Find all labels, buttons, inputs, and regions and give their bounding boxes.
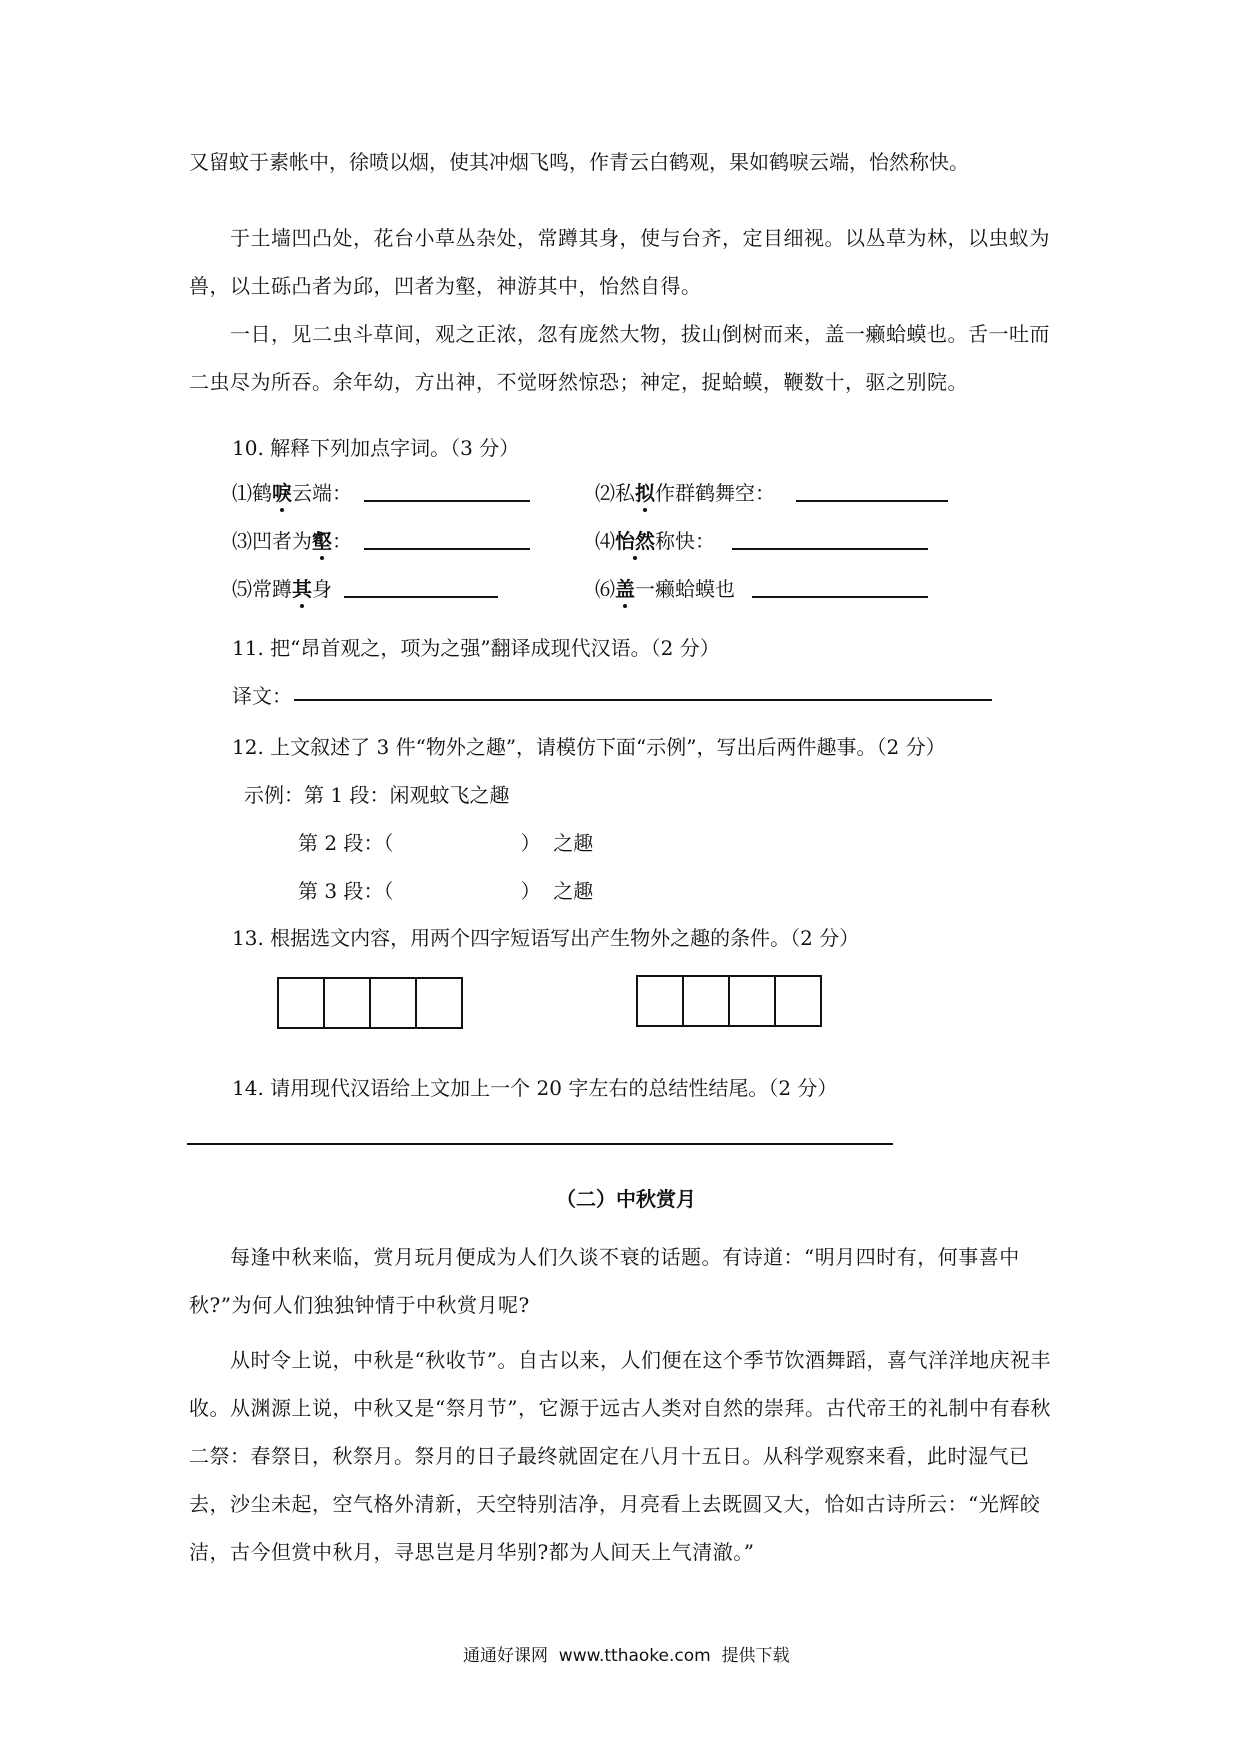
q10-item-2-answer-line[interactable] <box>796 500 948 502</box>
answer-box-cell[interactable] <box>417 979 461 1027</box>
question-11-stem: 11. 把“昂首观之，项为之强”翻译成现代汉语。（2 分） <box>232 636 720 660</box>
q10-item-6-dotted-word: 盖 <box>615 573 635 602</box>
q10-item-4-prefix: ⑷ <box>595 529 615 553</box>
q10-item-4 <box>595 525 715 554</box>
question-12-stem: 12. 上文叙述了 3 件“物外之趣”，请模仿下面“示例”，写出后两件趣事。（2 分） <box>232 735 946 759</box>
q11-answer-line[interactable] <box>294 699 992 701</box>
q10-item-4-suffix: 称快： <box>655 529 715 553</box>
q10-item-1-answer-line[interactable] <box>364 500 530 502</box>
q10-item-3 <box>232 525 352 554</box>
q10-item-2-prefix: ⑵私 <box>595 481 635 505</box>
q10-item-5-prefix: ⑸常蹲 <box>232 577 292 601</box>
q13-answer-boxes-1[interactable] <box>277 977 463 1029</box>
q11-answer-label: 译文： <box>232 684 292 708</box>
passage2-paragraph-1: 每逢中秋来临，赏月玩月便成为人们久谈不衰的话题。有诗道：“明月四时有，何事喜中秋?”为何人们独独钟情于中秋赏月呢? <box>189 1245 1020 1317</box>
q14-answer-line[interactable] <box>187 1143 893 1145</box>
q10-item-6-prefix: ⑹ <box>595 577 615 601</box>
q12-paragraph-3-blank[interactable]: 第 3 段：（ ） 之趣 <box>298 879 594 903</box>
q10-item-1-suffix: 云端： <box>292 481 352 505</box>
section-title: （二）中秋赏月 <box>556 1187 696 1211</box>
answer-box-cell[interactable] <box>325 979 371 1027</box>
q12-paragraph-2-blank[interactable]: 第 2 段：（ ） 之趣 <box>298 831 594 855</box>
answer-box-cell[interactable] <box>279 979 325 1027</box>
passage1-paragraph-3: 一日，见二虫斗草间，观之正浓，忽有庞然大物，拔山倒树而来，盖一癞蛤蟆也。舌一吐而二虫尽为所吞。余年幼，方出神，不觉呀然惊恐；神定，捉蛤蟆，鞭数十，驱之别院。 <box>189 322 1050 394</box>
q12-example: 示例：第 1 段：闲观蚊飞之趣 <box>244 783 510 807</box>
question-13-stem: 13. 根据选文内容，用两个四字短语写出产生物外之趣的条件。（2 分） <box>232 926 860 950</box>
q10-item-1-prefix: ⑴鹤 <box>232 481 272 505</box>
q10-item-2-suffix: 作群鹤舞空： <box>655 481 775 505</box>
q10-item-2 <box>595 477 775 506</box>
q10-item-5 <box>232 573 332 602</box>
answer-box-cell[interactable] <box>371 979 417 1027</box>
q13-answer-boxes-2[interactable] <box>636 975 822 1027</box>
question-10-stem: 10. 解释下列加点字词。（3 分） <box>232 436 520 460</box>
q10-item-1 <box>232 477 352 506</box>
q10-item-6-suffix: 一癞蛤蟆也 <box>635 577 735 601</box>
q10-item-6-answer-line[interactable] <box>752 596 928 598</box>
answer-box-cell[interactable] <box>638 977 684 1025</box>
passage1-paragraph-continued: 又留蚊于素帐中，徐喷以烟，使其冲烟飞鸣，作青云白鹤观，果如鹤唳云端，怡然称快。 <box>189 150 969 174</box>
question-14-stem: 14. 请用现代汉语给上文加上一个 20 字左右的总结性结尾。（2 分） <box>232 1076 838 1100</box>
q10-item-3-dotted-word: 壑 <box>312 525 332 554</box>
q10-item-4-answer-line[interactable] <box>732 548 928 550</box>
q10-item-2-dotted-word: 拟 <box>635 477 655 506</box>
q10-item-4-dotted-word: 怡然 <box>615 525 655 554</box>
q10-item-1-dotted-word: 唳 <box>272 477 292 506</box>
passage2-paragraph-2: 从时令上说，中秋是“秋收节”。自古以来，人们便在这个季节饮酒舞蹈，喜气洋洋地庆祝丰收。从渊源上说，中秋又是“祭月节”，它源于远古人类对自然的崇拜。古代帝王的礼制中有春秋二祭：春祭日，秋祭月。祭月的日子最终就固定在八月十五日。从科学观察来看，此时湿气已去，沙尘未起，空气格外清新，天空特别洁净，月亮看上去既圆又大，恰如古诗所云：“光辉皎洁，古今但赏中秋月，寻思岂是月华别?都为人间天上气清澈。” <box>189 1348 1051 1564</box>
q10-item-3-answer-line[interactable] <box>364 548 530 550</box>
q10-item-5-answer-line[interactable] <box>344 596 498 598</box>
answer-box-cell[interactable] <box>776 977 820 1025</box>
answer-box-cell[interactable] <box>730 977 776 1025</box>
page-footer: 通通好课网 www.tthaoke.com 提供下载 <box>463 1646 790 1666</box>
answer-box-cell[interactable] <box>684 977 730 1025</box>
q10-item-5-suffix: 身 <box>312 577 332 601</box>
passage1-paragraph-2: 于土墙凹凸处，花台小草丛杂处，常蹲其身，使与台齐，定目细视。以丛草为林，以虫蚁为兽，以土砾凸者为邱，凹者为壑，神游其中，怡然自得。 <box>189 226 1050 298</box>
q10-item-6 <box>595 573 735 602</box>
q10-item-3-suffix: ： <box>332 529 352 553</box>
q10-item-3-prefix: ⑶凹者为 <box>232 529 312 553</box>
q10-item-5-dotted-word: 其 <box>292 573 312 602</box>
